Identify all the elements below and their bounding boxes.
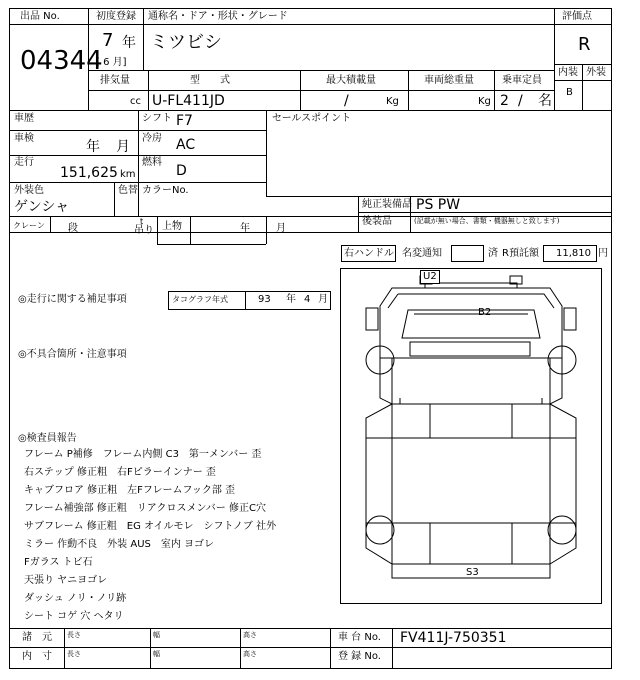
chassis-number: FV411J-750351 xyxy=(400,630,507,646)
mileage-value: 151,625 xyxy=(60,165,118,181)
damage-mark-u2: U2 xyxy=(420,270,440,284)
vehicle-name: ミツビシ xyxy=(150,32,222,53)
aftermarket-note: (記載が無い場合、書類・機器無しと致します) xyxy=(414,217,560,225)
reg-year-unit: 年 xyxy=(122,35,136,51)
crane-lift: 吊り xyxy=(134,225,154,236)
score-value: R xyxy=(578,34,591,55)
lot-number: 04344 xyxy=(20,46,103,76)
report-line: フレーム補強部 修正粗 リアクロスメンバー 修正C穴 xyxy=(24,503,266,514)
shift-label: シフト xyxy=(142,113,172,124)
inner-height-label: 高さ xyxy=(243,650,257,658)
occupancy-unit: 名 xyxy=(538,93,552,109)
reg-year: 7 xyxy=(102,30,114,51)
exterior-label: 外装 xyxy=(586,67,606,78)
model-label: 型 式 xyxy=(190,75,230,86)
reg-label: 初度登録 xyxy=(96,11,136,22)
capacity-label: 最大積載量 xyxy=(326,75,376,86)
tachograph-month: 4 xyxy=(304,294,311,305)
length-label: 長さ xyxy=(67,631,81,639)
interior-grade: B xyxy=(566,87,573,98)
history-label: 車歴 xyxy=(14,113,34,124)
gvw-label: 車両総重量 xyxy=(424,75,474,86)
registration-label: 登 録 No. xyxy=(338,651,381,662)
capacity-unit: Kg xyxy=(386,96,399,107)
model-value: U-FL411JD xyxy=(152,93,225,109)
tachograph-year-unit: 年 xyxy=(286,294,296,305)
report-line: ミラー 作動不良 外装 AUS 室内 ヨゴレ xyxy=(24,539,215,550)
sales-point-label: セールスポイント xyxy=(272,113,352,124)
vehicle-diagram xyxy=(340,268,602,604)
fuel-value: D xyxy=(176,163,187,179)
color-label: 外装色 xyxy=(14,185,44,196)
damage-mark-b2: B2 xyxy=(478,307,492,318)
report-line: 天張り ヤニヨゴレ xyxy=(24,575,108,586)
mileage-label: 走行 xyxy=(14,157,34,168)
height-label: 高さ xyxy=(243,631,257,639)
inner-dim-label: 内 寸 xyxy=(22,651,52,662)
accept-label: 済 xyxy=(488,248,498,259)
color-change-label: 色替 xyxy=(118,185,138,196)
report-line: フレーム P補修 フレーム内側 C3 第一メンバー 歪 xyxy=(24,449,262,460)
tachograph-month-unit: 月 xyxy=(318,294,328,305)
shift-value: F7 xyxy=(176,113,193,129)
report-line: シート コゲ 穴 ヘタリ xyxy=(24,611,124,622)
inspection-year: 年 xyxy=(86,139,100,155)
report-line: 右ステップ 修正粗 右Fピラーインナー 歪 xyxy=(24,467,216,478)
name-label: 通称名・ドア・形状・グレード xyxy=(148,11,288,22)
width-label: 幅 xyxy=(153,631,160,639)
inspector-report-title: ◎検査員報告 xyxy=(18,433,77,444)
cc-unit: cc xyxy=(130,96,141,107)
report-line: Fガラス トビ石 xyxy=(24,557,93,568)
score-label: 評価点 xyxy=(562,11,592,22)
damage-mark-s3: S3 xyxy=(466,567,479,578)
tachograph-label: タコグラフ年式 xyxy=(172,295,228,304)
recycle-deposit-value: 11,810 xyxy=(556,248,591,259)
report-line: ダッシュ ノリ・ノリ跡 xyxy=(24,593,127,604)
report-line: サブフレーム 修正粗 EG オイルモレ シフトノブ 社外 xyxy=(24,521,277,532)
fuel-label: 燃料 xyxy=(142,157,162,168)
crane-ton: t xyxy=(140,217,144,226)
name-change-label: 名変通知 xyxy=(402,248,442,259)
lot-label: 出品 No. xyxy=(20,11,60,22)
crane-label: クレーン xyxy=(13,221,45,230)
body-year: 年 xyxy=(240,223,250,234)
recycle-deposit-label: R預託額 xyxy=(502,248,539,259)
occupancy-sep: / xyxy=(518,93,523,109)
interior-label: 内装 xyxy=(558,67,578,78)
gvw-unit: Kg xyxy=(478,96,491,107)
color-value: ゲンシャ xyxy=(14,199,70,215)
color-code-label: カラーNo. xyxy=(142,185,189,196)
rhd-badge: 右ハンドル xyxy=(344,248,394,259)
crane-stage: 段 xyxy=(68,223,78,234)
report-line: キャブフロア 修正粗 左Fフレームフック部 歪 xyxy=(24,485,236,496)
displacement-label: 排気量 xyxy=(100,75,130,86)
body-label: 上物 xyxy=(162,221,182,232)
specs-label: 諸 元 xyxy=(22,632,52,643)
chassis-label: 車 台 No. xyxy=(338,632,381,643)
yen-unit: 円 xyxy=(598,248,608,259)
inspection-label: 車検 xyxy=(14,133,34,144)
reg-month: [ 6 月] xyxy=(96,57,127,68)
capacity-sep: / xyxy=(344,93,349,109)
occupancy-label: 乗車定員 xyxy=(502,75,542,86)
equipment-label: 純正装備品 xyxy=(362,199,412,210)
driving-notes-title: ◎走行に関する補足事項 xyxy=(18,294,127,305)
aftermarket-label: 後装品 xyxy=(362,216,392,227)
mileage-unit: km xyxy=(120,169,136,180)
cooling-value: AC xyxy=(176,137,196,153)
equipment-value: PS PW xyxy=(416,197,461,213)
defects-title: ◎不具合箇所・注意事項 xyxy=(18,349,127,360)
inner-width-label: 幅 xyxy=(153,650,160,658)
cooling-label: 冷房 xyxy=(142,133,162,144)
tachograph-year: 93 xyxy=(258,294,271,305)
inspection-month: 月 xyxy=(116,139,130,155)
body-month: 月 xyxy=(276,223,286,234)
occupancy-value: 2 xyxy=(500,93,509,109)
inner-length-label: 長さ xyxy=(67,650,81,658)
